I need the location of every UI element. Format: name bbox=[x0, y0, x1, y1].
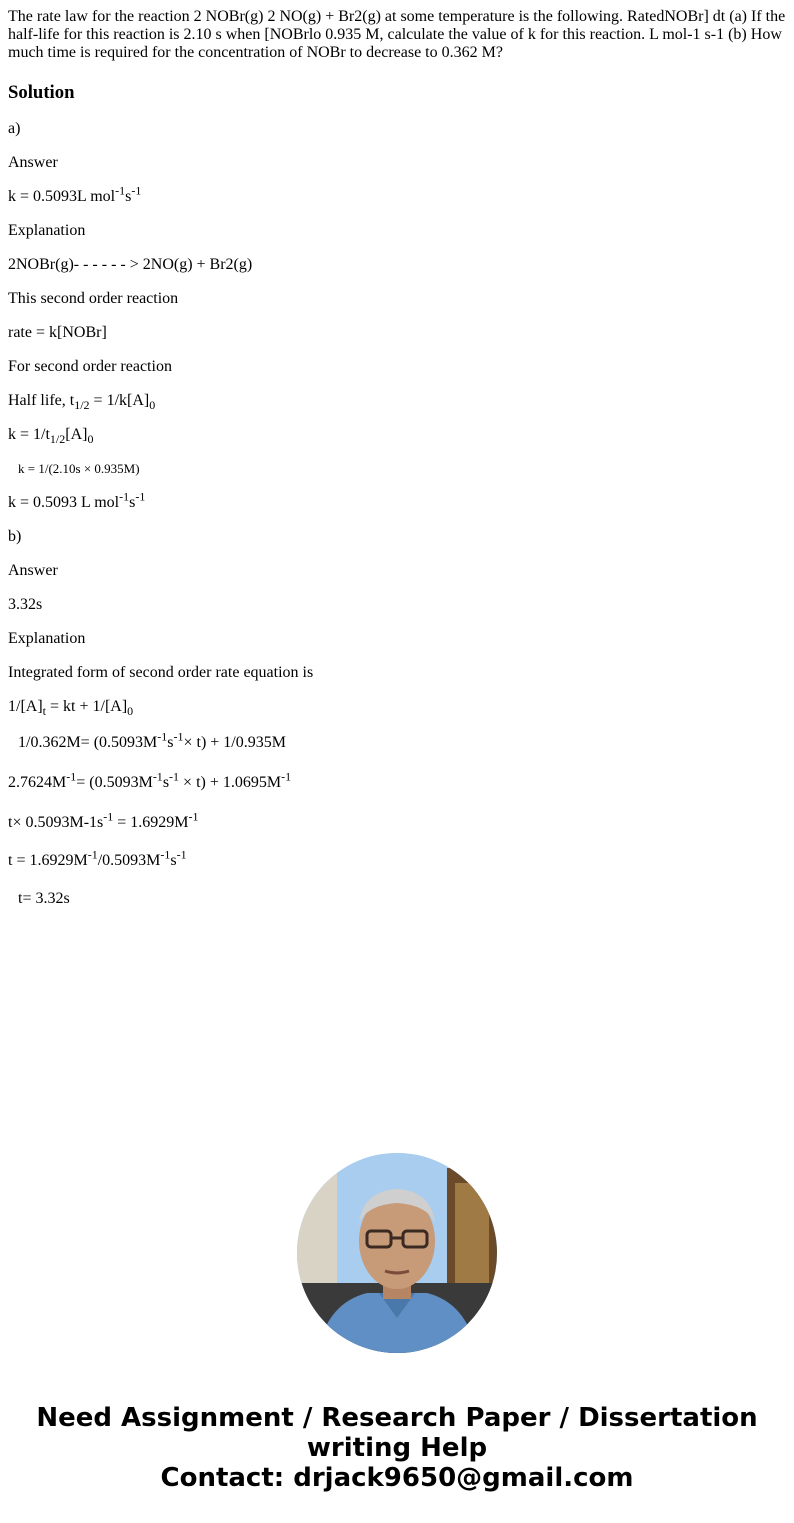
part-b-label: b) bbox=[8, 528, 22, 545]
k-formula: $k = 1/t_{1/2}[A]_0$ bbox=[8, 426, 94, 447]
promo-contact: Contact: drjack9650@gmail.com bbox=[160, 1463, 634, 1493]
rearranged-equation: $t\times 0.5093M-1s^{-1} = 1.6929M^{-1}$ bbox=[8, 809, 199, 831]
substitution-equation: $1/0.362M= (0.5093M^{-1}s^{-1}\times t) + 1/0.935M$ bbox=[18, 729, 286, 751]
promo-line-1: Need Assignment / Research Paper / Dissertation bbox=[36, 1403, 758, 1433]
part-b-answer: 3.32s bbox=[8, 596, 43, 613]
part-a-label: a) bbox=[8, 120, 21, 137]
part-b-answer-label: Answer bbox=[8, 562, 58, 579]
integrated-equation: $1/[A]_t$ = kt + $1/[A]_0$ bbox=[8, 698, 134, 719]
k-result: k = 0.5093 L $mol^{-1}s^{-1}$ bbox=[8, 489, 146, 511]
second-order-note: For second order reaction bbox=[8, 358, 172, 375]
solution-heading: Solution bbox=[8, 82, 75, 103]
part-a-explanation-label: Explanation bbox=[8, 222, 86, 239]
author-avatar bbox=[297, 1153, 497, 1353]
k-calculation: k = 1/(2.10s × 0.935M) bbox=[18, 461, 140, 476]
rate-law: rate = k[NOBr] bbox=[8, 324, 107, 341]
question-text: The rate law for the reaction 2 NOBr(g) 2 NO(g) + Br2(g) at some temperature is the following. RatedNOBr] dt (a) If the half-life for this reaction is 2.10 s when [NOBrlo 0.935 M, calculate the value of k for this reaction. L mol-1 s-1 (b) How much time is required for the concentration of NOBr to decrease to 0.362 M? bbox=[8, 8, 786, 61]
part-b-explanation-label: Explanation bbox=[8, 630, 86, 647]
person-photo-icon bbox=[297, 1153, 497, 1353]
part-a-answer-label: Answer bbox=[8, 154, 58, 171]
promo-line-2: writing Help bbox=[306, 1433, 488, 1463]
numeric-equation: $2.7624M^{-1}= (0.5093M^{-1}s^{-1} \times t) + 1.0695M^{-1}$ bbox=[8, 769, 292, 791]
half-life-formula: Half life, $t_{1/2} = 1/k[A]_0$ bbox=[8, 392, 156, 413]
integrated-form-text: Integrated form of second order rate equation is bbox=[8, 664, 314, 681]
part-a-answer: k = 0.5093L $mol^{-1}s^{-1}$ bbox=[8, 183, 142, 205]
reaction-equation: 2NOBr(g)- - - - - - > 2NO(g) + Br2(g) bbox=[8, 256, 253, 273]
time-result: t= 3.32s bbox=[18, 890, 70, 907]
time-formula: $t = 1.6929M^{-1}/0.5093M^{-1}s^{-1}$ bbox=[8, 847, 187, 869]
order-statement: This second order reaction bbox=[8, 290, 179, 307]
promo-banner bbox=[0, 1403, 794, 1493]
